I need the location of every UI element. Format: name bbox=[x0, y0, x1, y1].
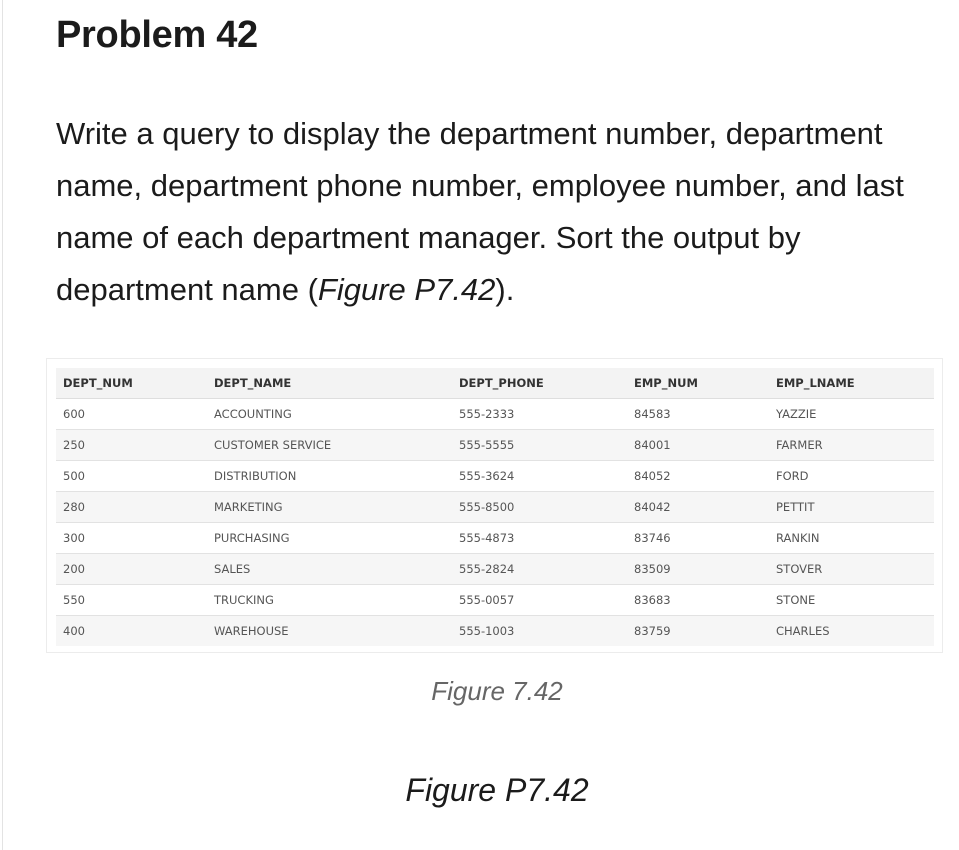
table-row bbox=[56, 616, 934, 647]
figure-caption: Figure 7.42 bbox=[431, 676, 563, 706]
column-header-dept-phone: DEPT_PHONE bbox=[452, 368, 627, 399]
problem-statement bbox=[56, 108, 916, 316]
column-header-dept-name: DEPT_NAME bbox=[207, 368, 452, 399]
page-title: Problem 42 bbox=[56, 14, 258, 56]
table-cell: DISTRIBUTION bbox=[207, 461, 452, 492]
table-cell: SALES bbox=[207, 554, 452, 585]
table-cell: 600 bbox=[56, 399, 207, 430]
table-cell: 500 bbox=[56, 461, 207, 492]
figure-reference: Figure P7.42 bbox=[317, 272, 496, 307]
table-cell: 83759 bbox=[627, 616, 769, 647]
table-cell: 84052 bbox=[627, 461, 769, 492]
table-cell: 555-4873 bbox=[452, 523, 627, 554]
table-cell: 555-2333 bbox=[452, 399, 627, 430]
table-cell: 84001 bbox=[627, 430, 769, 461]
column-header-emp-lname: EMP_LNAME bbox=[769, 368, 934, 399]
table-cell: 83746 bbox=[627, 523, 769, 554]
figure-table-container bbox=[46, 358, 943, 653]
table-cell: 250 bbox=[56, 430, 207, 461]
table-body bbox=[56, 399, 934, 647]
table-cell: 550 bbox=[56, 585, 207, 616]
table-cell: TRUCKING bbox=[207, 585, 452, 616]
table-cell: 555-1003 bbox=[452, 616, 627, 647]
column-header-dept-num: DEPT_NUM bbox=[56, 368, 207, 399]
table-cell: WAREHOUSE bbox=[207, 616, 452, 647]
table-row bbox=[56, 554, 934, 585]
table-cell: 83509 bbox=[627, 554, 769, 585]
table-cell: ACCOUNTING bbox=[207, 399, 452, 430]
table-cell: 280 bbox=[56, 492, 207, 523]
table-cell: MARKETING bbox=[207, 492, 452, 523]
table-cell: FORD bbox=[769, 461, 934, 492]
table-row bbox=[56, 585, 934, 616]
figure-label: Figure P7.42 bbox=[405, 772, 589, 808]
table-header-row bbox=[56, 368, 934, 399]
table-cell: STONE bbox=[769, 585, 934, 616]
table-row bbox=[56, 430, 934, 461]
table-cell: RANKIN bbox=[769, 523, 934, 554]
table-row bbox=[56, 523, 934, 554]
table-cell: 555-5555 bbox=[452, 430, 627, 461]
table-cell: 555-3624 bbox=[452, 461, 627, 492]
table-cell: 555-2824 bbox=[452, 554, 627, 585]
problem-text: Write a query to display the department number, department name, department phone number, employee number, and last name of each department manager. Sort the output by department name ( bbox=[56, 116, 904, 307]
table-cell: PETTIT bbox=[769, 492, 934, 523]
table-cell: FARMER bbox=[769, 430, 934, 461]
table-cell: 555-8500 bbox=[452, 492, 627, 523]
table-cell: 84583 bbox=[627, 399, 769, 430]
column-header-emp-num: EMP_NUM bbox=[627, 368, 769, 399]
table-cell: 83683 bbox=[627, 585, 769, 616]
left-divider bbox=[2, 0, 3, 850]
table-row bbox=[56, 399, 934, 430]
table-cell: CHARLES bbox=[769, 616, 934, 647]
table-cell: STOVER bbox=[769, 554, 934, 585]
problem-text-end: ). bbox=[495, 272, 515, 307]
table-row bbox=[56, 492, 934, 523]
table-cell: 200 bbox=[56, 554, 207, 585]
table-cell: 300 bbox=[56, 523, 207, 554]
table-cell: 555-0057 bbox=[452, 585, 627, 616]
table-cell: PURCHASING bbox=[207, 523, 452, 554]
table-cell: YAZZIE bbox=[769, 399, 934, 430]
table-cell: CUSTOMER SERVICE bbox=[207, 430, 452, 461]
result-table bbox=[56, 368, 934, 646]
table-cell: 400 bbox=[56, 616, 207, 647]
table-cell: 84042 bbox=[627, 492, 769, 523]
table-row bbox=[56, 461, 934, 492]
